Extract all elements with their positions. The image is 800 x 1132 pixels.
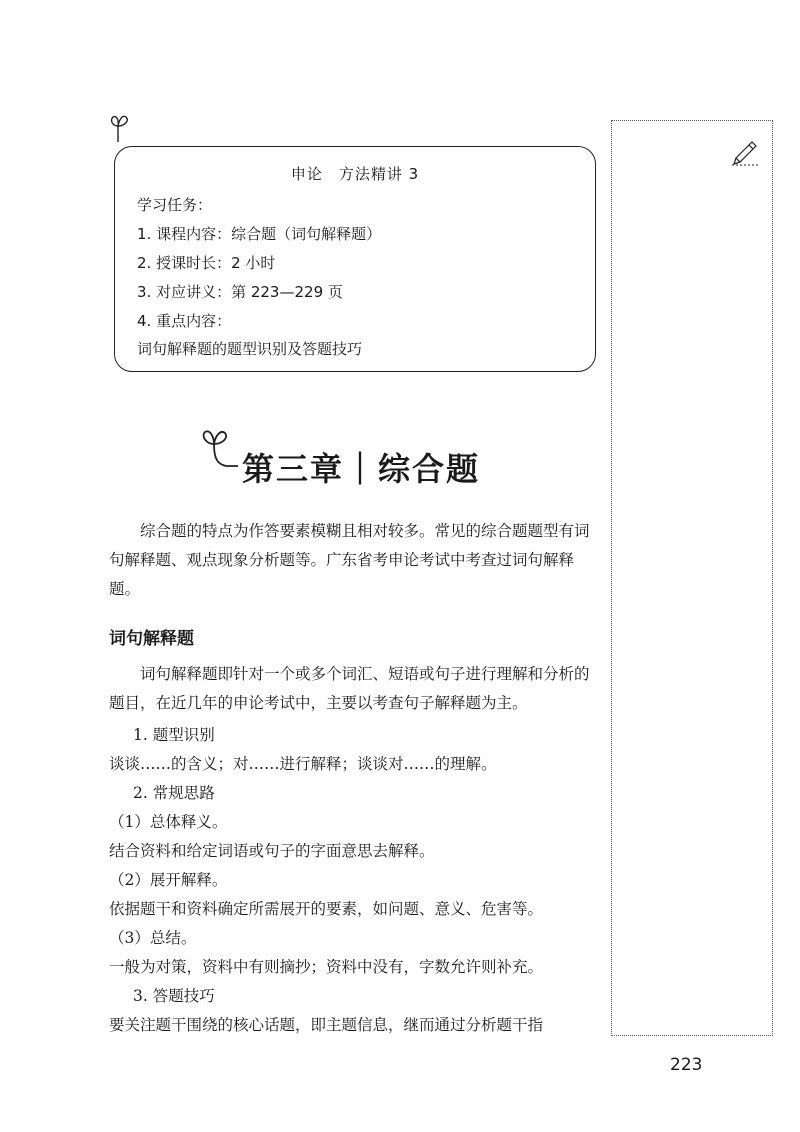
list-item: 2. 常规思路 <box>133 784 215 802</box>
task-item-course: 1. 课程内容：综合题（词句解释题） <box>137 225 382 243</box>
task-item-focus: 4. 重点内容： <box>137 312 232 330</box>
chapter-heading: 第三章｜综合题 <box>242 450 481 488</box>
list-item: 要关注题干围绕的核心话题，即主题信息，继而通过分析题干指 <box>109 1016 544 1034</box>
list-item: 依据题干和资料确定所需展开的要素，如问题、意义、危害等。 <box>109 900 544 918</box>
list-item: 1. 题型识别 <box>133 726 215 744</box>
list-item: 3. 答题技巧 <box>133 987 215 1005</box>
list-item: 结合资料和给定词语或句子的字面意思去解释。 <box>109 842 435 860</box>
list-item: （3）总结。 <box>109 929 197 947</box>
task-heading: 学习任务： <box>137 196 213 214</box>
task-focus-text: 词句解释题的题型识别及答题技巧 <box>137 340 363 358</box>
section-title: 词句解释题 <box>109 629 194 649</box>
page-number: 223 <box>670 1055 703 1075</box>
list-item: （2）展开解释。 <box>109 871 228 889</box>
task-item-duration: 2. 授课时长：2 小时 <box>137 254 276 272</box>
task-box-title: 申论 方法精讲 3 <box>290 165 420 183</box>
note-margin <box>611 120 773 1036</box>
chapter-sprout-icon <box>198 426 242 472</box>
list-item: 一般为对策，资料中有则摘抄；资料中没有，字数允许则补充。 <box>109 958 544 976</box>
list-item: （1）总体释义。 <box>109 813 228 831</box>
task-item-pages: 3. 对应讲义：第 223—229 页 <box>137 283 343 301</box>
intro-paragraph: 综合题的特点为作答要素模糊且相对较多。常见的综合题题型有词句解释题、观点现象分析题等。广东省考申论考试中考查过词句解释题。 <box>109 522 590 598</box>
pencil-icon <box>730 138 760 166</box>
sprout-icon <box>110 112 140 142</box>
list-item: 谈谈……的含义；对……进行解释；谈谈对……的理解。 <box>109 755 497 773</box>
section-paragraph: 词句解释题即针对一个或多个词汇、短语或句子进行理解和分析的题目，在近几年的申论考试中，主要以考查句子解释题为主。 <box>109 665 590 712</box>
